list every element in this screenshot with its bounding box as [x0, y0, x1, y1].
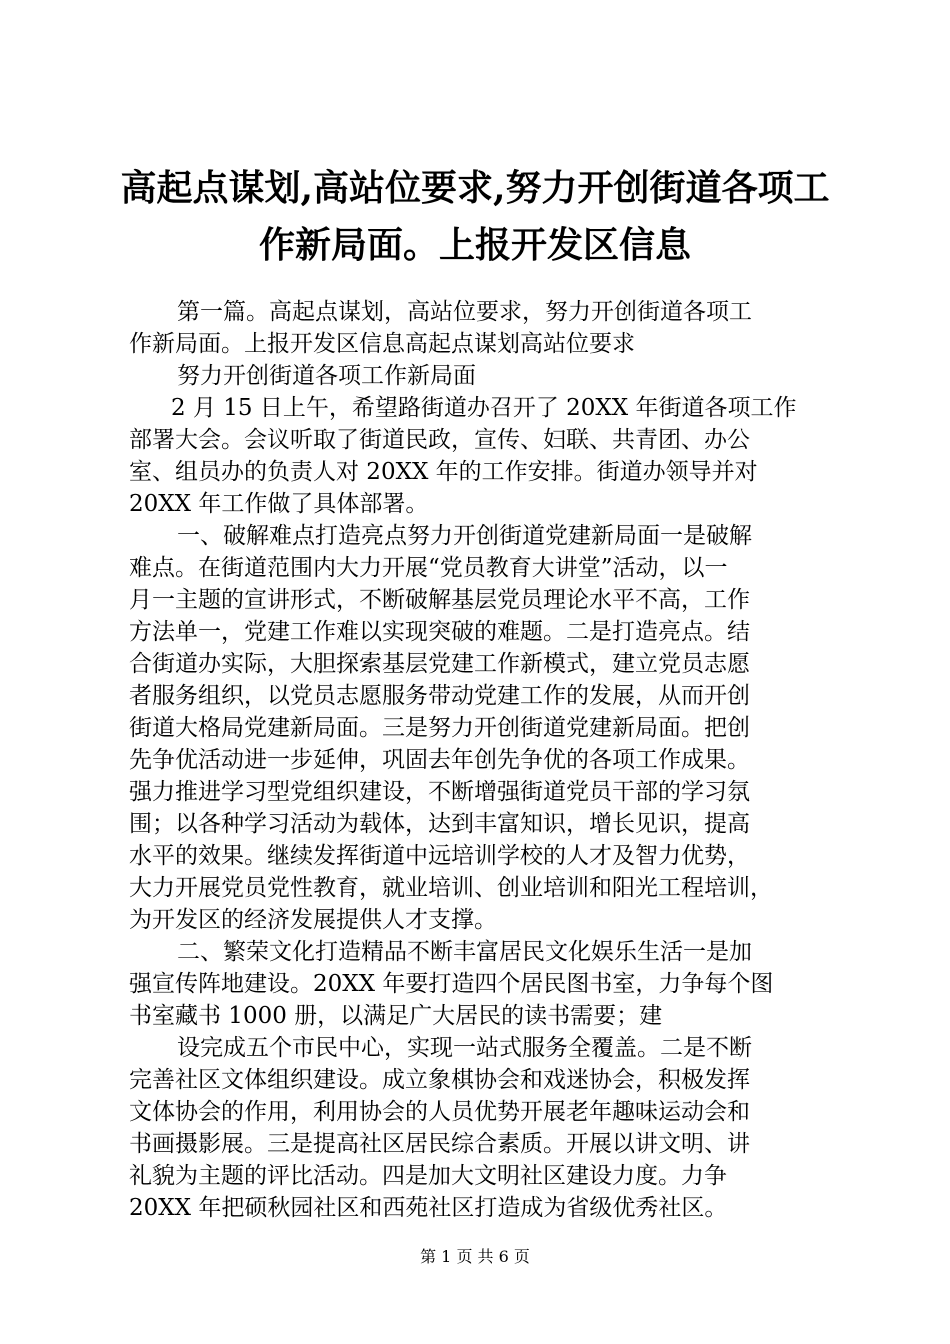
body-line: 为开发区的经济发展提供人才支撑。	[129, 907, 497, 933]
body-line: 街道大格局党建新局面。三是努力开创街道党建新局面。把创	[129, 715, 750, 741]
body-line: 2 月 15 日上午，希望路街道办召开了 20XX 年街道各项工作	[171, 395, 797, 421]
body-line: 完善社区文体组织建设。成立象棋协会和戏迷协会，积极发挥	[129, 1067, 750, 1093]
document-body	[129, 296, 829, 1224]
body-line: 室、组员办的负责人对 20XX 年的工作安排。街道办领导并对	[129, 459, 758, 485]
body-line: 方法单一，党建工作难以实现突破的难题。二是打造亮点。结	[129, 619, 750, 645]
title-line-1: 高起点谋划,高站位要求,努力开创街道各项工	[120, 167, 830, 209]
body-line: 者服务组织，以党员志愿服务带动党建工作的发展，从而开创	[129, 683, 750, 709]
body-line: 20XX 年工作做了具体部署。	[129, 491, 429, 517]
body-line: 书室藏书 1000 册，以满足广大居民的读书需要；建	[129, 1003, 663, 1029]
body-line: 围；以各种学习活动为载体，达到丰富知识，增长见识，提高	[129, 811, 750, 837]
body-line: 书画摄影展。三是提高社区居民综合素质。开展以讲文明、讲	[129, 1131, 750, 1157]
document-title	[100, 160, 850, 274]
body-line: 一、破解难点打造亮点努力开创街道党建新局面一是破解	[177, 523, 752, 549]
body-line: 部署大会。会议听取了街道民政，宣传、妇联、共青团、办公	[129, 427, 750, 453]
body-line: 20XX 年把硕秋园社区和西苑社区打造成为省级优秀社区。	[129, 1195, 728, 1221]
body-line: 礼貌为主题的评比活动。四是加大文明社区建设力度。力争	[129, 1163, 727, 1189]
body-line: 作新局面。上报开发区信息高起点谋划高站位要求	[129, 331, 635, 357]
body-line: 努力开创街道各项工作新局面	[177, 363, 476, 389]
body-line: 设完成五个市民中心，实现一站式服务全覆盖。二是不断	[177, 1035, 752, 1061]
title-line-2: 作新局面。上报开发区信息	[258, 224, 691, 266]
body-line: 大力开展党员党性教育，就业培训、创业培训和阳光工程培训，	[129, 875, 773, 901]
body-line: 二、繁荣文化打造精品不断丰富居民文化娱乐生活一是加	[177, 939, 752, 965]
body-line: 水平的效果。继续发挥街道中远培训学校的人才及智力优势，	[129, 843, 750, 869]
body-line: 强力推进学习型党组织建设，不断增强街道党员干部的学习氛	[129, 779, 750, 805]
body-line: 强宣传阵地建设。20XX 年要打造四个居民图书室，力争每个图	[129, 971, 774, 997]
body-line: 文体协会的作用，利用协会的人员优势开展老年趣味运动会和	[129, 1099, 750, 1125]
body-line: 难点。在街道范围内大力开展“党员教育大讲堂”活动，以一	[129, 555, 728, 581]
page-number-footer: 第 1 页 共 6 页	[420, 1247, 530, 1266]
body-line: 月一主题的宣讲形式，不断破解基层党员理论水平不高，工作	[129, 587, 750, 613]
body-line: 合街道办实际，大胆探索基层党建工作新模式，建立党员志愿	[129, 651, 750, 677]
body-line: 先争优活动进一步延伸，巩固去年创先争优的各项工作成果。	[129, 747, 750, 773]
body-line: 第一篇。高起点谋划，高站位要求，努力开创街道各项工	[177, 299, 752, 325]
